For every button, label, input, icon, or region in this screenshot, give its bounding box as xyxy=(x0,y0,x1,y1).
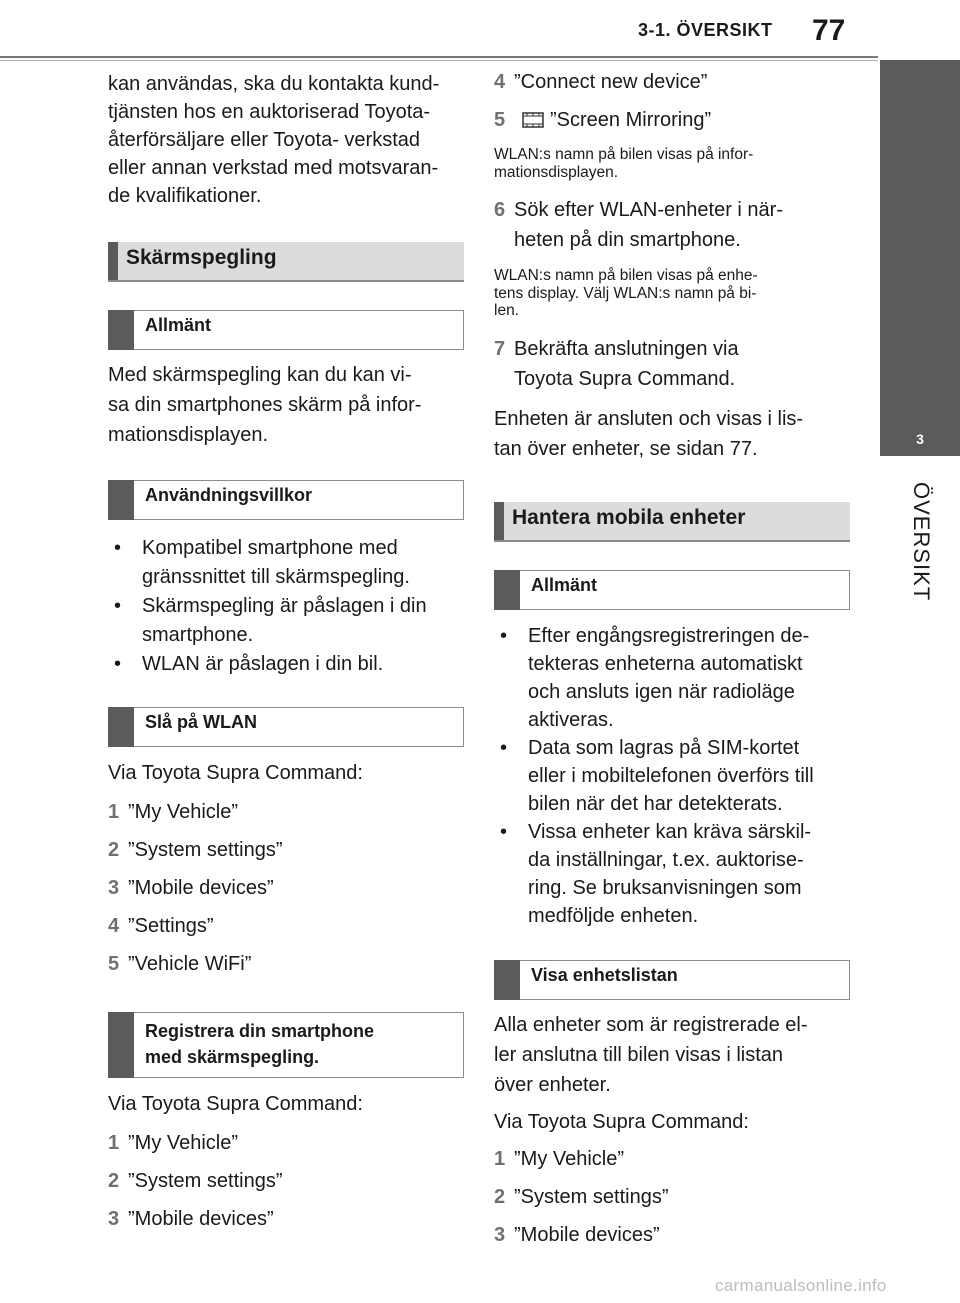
watermark: carmanualsonline.info xyxy=(715,1276,887,1295)
heading-skarmspegling xyxy=(108,242,464,282)
list-item xyxy=(108,592,464,650)
step-text: ”System settings” xyxy=(514,1185,669,1208)
note-text xyxy=(494,267,850,320)
step-text: ”My Vehicle” xyxy=(128,1132,239,1154)
text-line: WLAN:s namn på bilen visas på enhe- xyxy=(494,267,758,284)
step-number: 5 xyxy=(494,109,506,131)
step-item xyxy=(108,1169,464,1193)
step-text: ”Mobile devices” xyxy=(514,1223,660,1246)
step-item xyxy=(494,195,850,255)
page-number: 77 xyxy=(812,14,846,47)
chapter-title: ÖVERSIKT xyxy=(909,482,934,602)
heading-hantera-mobila-enheter xyxy=(494,502,850,542)
text-line: • Skärmspegling är påslagen i din xyxy=(142,595,427,617)
step-item xyxy=(494,334,850,394)
step-number: 1 xyxy=(494,1147,506,1170)
step-item xyxy=(108,1131,464,1155)
text-line: Bekräfta anslutningen via xyxy=(514,337,739,360)
subheading-visa-enhetslistan xyxy=(494,960,850,1000)
step-item xyxy=(494,1223,850,1247)
text-line: mationsdisplayen. xyxy=(494,163,619,181)
step-item xyxy=(494,1147,850,1171)
step-number: 3 xyxy=(108,877,120,899)
step-number: 7 xyxy=(494,337,506,360)
subheading-text: Registrera din smartphone xyxy=(145,1021,375,1041)
text-line: över enheter. xyxy=(494,1073,611,1096)
subheading-sla-pa-wlan xyxy=(108,707,464,747)
wlan-steps xyxy=(108,800,464,976)
text-line: smartphone. xyxy=(142,624,254,646)
text-line: tan över enheter, se sidan 77. xyxy=(494,437,758,460)
step-text: ”System settings” xyxy=(128,1170,283,1192)
text-line: ler anslutna till bilen visas i listan xyxy=(494,1043,784,1066)
subheading-registrera xyxy=(108,1012,464,1078)
list-item xyxy=(108,650,464,679)
text-line: och ansluts igen när radioläge xyxy=(528,680,795,703)
step-text: ”System settings” xyxy=(128,839,283,861)
step-number: 1 xyxy=(108,1132,120,1154)
step-text: ”Connect new device” xyxy=(514,71,708,93)
list-item xyxy=(494,734,850,818)
step-item xyxy=(494,1185,850,1209)
text-line: återförsäljare eller Toyota- verkstad xyxy=(108,129,420,151)
text-line: eller i mobiltelefonen överförs till xyxy=(528,764,814,787)
via-command-text: Via Toyota Supra Command: xyxy=(108,1093,363,1115)
section-title: 3-1. ÖVERSIKT xyxy=(638,20,773,40)
step-item xyxy=(108,838,464,862)
list-item xyxy=(108,534,464,592)
text-line: de kvalifikationer. xyxy=(108,185,262,207)
step-text: ”Vehicle WiFi” xyxy=(128,953,252,975)
note-text xyxy=(494,146,850,181)
text-line: gränssnittet till skärmspegling. xyxy=(142,566,410,588)
text-line: • Vissa enheter kan kräva särskil- xyxy=(528,820,812,843)
step-text xyxy=(514,195,850,255)
step-text-with-icon xyxy=(514,108,850,132)
step-number: 4 xyxy=(108,915,120,937)
text-line: WLAN:s namn på bilen visas på infor- xyxy=(494,146,754,163)
subheading-text: Visa enhetslistan xyxy=(531,964,678,985)
subheading-text: Allmänt xyxy=(531,574,598,595)
step-text: ”My Vehicle” xyxy=(128,801,239,823)
list-item xyxy=(494,818,850,930)
heading-text: Skärmspegling xyxy=(126,246,277,269)
step-number: 2 xyxy=(108,839,120,861)
text-line: • Kompatibel smartphone med xyxy=(142,537,398,559)
text-line: • WLAN är påslagen i din bil. xyxy=(142,653,384,675)
text-line: Toyota Supra Command. xyxy=(514,367,736,390)
step-text: ”My Vehicle” xyxy=(514,1147,625,1170)
chapter-title-tab xyxy=(880,462,960,858)
step-item xyxy=(494,70,850,94)
text-line: sa din smartphones skärm på infor- xyxy=(108,394,422,416)
text-line: len. xyxy=(494,302,519,319)
text-line: • Data som lagras på SIM-kortet xyxy=(528,736,800,759)
text-line: medföljde enheten. xyxy=(528,904,699,927)
chapter-tab xyxy=(880,60,960,456)
step-number: 5 xyxy=(108,953,120,975)
subheading-text: Allmänt xyxy=(145,315,212,335)
step-number: 3 xyxy=(494,1223,506,1246)
step-item xyxy=(108,800,464,824)
list-steps xyxy=(494,1147,850,1247)
step-number: 2 xyxy=(108,1170,120,1192)
step-number: 6 xyxy=(494,199,506,221)
via-command-text: Via Toyota Supra Command: xyxy=(494,1110,749,1133)
text-line: mationsdisplayen. xyxy=(108,424,269,446)
text-line: kan användas, ska du kontakta kund- xyxy=(108,73,440,95)
step-item xyxy=(494,108,850,132)
right-column xyxy=(494,70,850,1247)
subheading-text: Slå på WLAN xyxy=(145,712,258,732)
step-text: ”Settings” xyxy=(128,915,214,937)
text-line: Med skärmspegling kan du kan vi- xyxy=(108,364,412,386)
header-rule xyxy=(0,56,878,58)
text-line: tens display. Välj WLAN:s namn på bi- xyxy=(494,284,757,302)
step-number: 3 xyxy=(108,1208,120,1230)
text-line: tekteras enheterna automatiskt xyxy=(528,652,803,675)
step-item xyxy=(108,914,464,938)
general-paragraph xyxy=(108,360,464,450)
register-steps xyxy=(108,1131,464,1231)
step-text: ”Screen Mirroring” xyxy=(550,109,712,131)
step-number: 4 xyxy=(494,71,506,93)
chapter-number: 3 xyxy=(916,431,924,447)
step-text xyxy=(514,334,850,394)
step-item xyxy=(108,952,464,976)
text-line: • Efter engångsregistreringen de- xyxy=(528,624,810,647)
list-paragraph xyxy=(494,1010,850,1100)
text-line: ring. Se bruksanvisningen som xyxy=(528,876,802,899)
subheading-text: med skärmspegling. xyxy=(145,1047,320,1067)
text-line: eller annan verkstad med motsvaran- xyxy=(108,157,439,179)
text-line: bilen när det har detekterats. xyxy=(528,792,783,815)
via-command-text: Via Toyota Supra Command: xyxy=(108,762,363,784)
header-rule-thin xyxy=(0,60,878,61)
conditions-list xyxy=(108,534,464,679)
connected-paragraph xyxy=(494,404,850,464)
step-item xyxy=(108,876,464,900)
intro-paragraph xyxy=(108,70,464,210)
subheading-allmant xyxy=(494,570,850,610)
step-text: ”Mobile devices” xyxy=(128,877,274,899)
text-line: Alla enheter som är registrerade el- xyxy=(494,1013,808,1036)
text-line: Enheten är ansluten och visas i lis- xyxy=(494,407,804,430)
manage-list xyxy=(494,622,850,930)
heading-text: Hantera mobila enheter xyxy=(512,505,746,529)
text-line: heten på din smartphone. xyxy=(514,229,741,251)
text-line: Sök efter WLAN-enheter i när- xyxy=(514,199,783,221)
subheading-allmant xyxy=(108,310,464,350)
step-number: 1 xyxy=(108,801,120,823)
list-item xyxy=(494,622,850,734)
screen-mirroring-icon xyxy=(522,112,544,128)
left-column xyxy=(108,70,464,1231)
subheading-anvandningsvillkor xyxy=(108,480,464,520)
step-number: 2 xyxy=(494,1185,506,1208)
step-item xyxy=(108,1207,464,1231)
subheading-text: Användningsvillkor xyxy=(145,485,313,505)
text-line: aktiveras. xyxy=(528,708,614,731)
text-line: tjänsten hos en auktoriserad Toyota- xyxy=(108,101,431,123)
text-line: da inställningar, t.ex. auktorise- xyxy=(528,848,804,871)
step-text: ”Mobile devices” xyxy=(128,1208,274,1230)
